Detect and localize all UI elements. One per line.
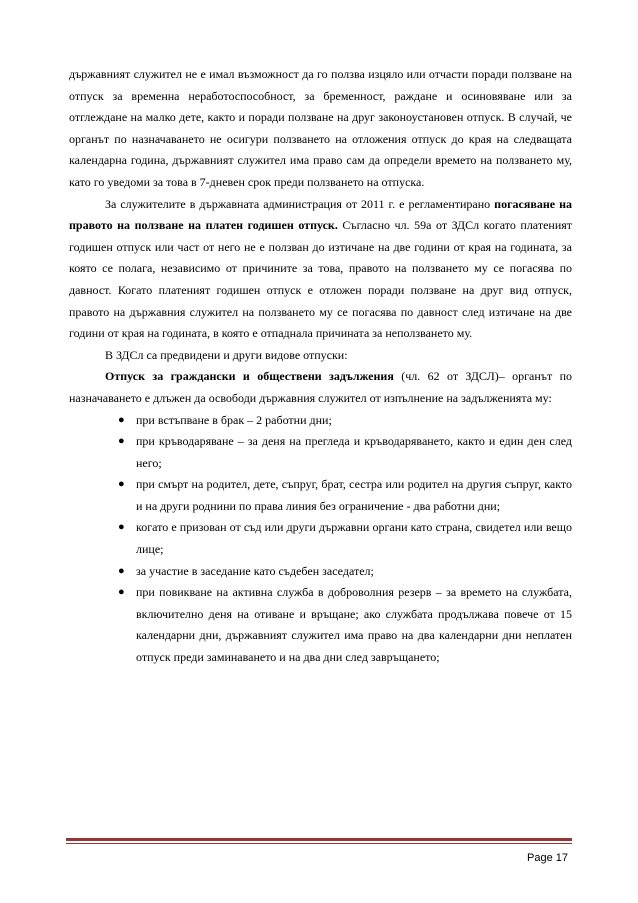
list-item	[118, 561, 572, 583]
bold-term: погасяване на правото на ползване на платен годишен отпуск.	[69, 196, 572, 233]
list-item-text: когато е призован от съд или други държавни органи като страна, свидетел или вещо лице;	[136, 520, 572, 557]
list-item-text: при смърт на родител, дете, съпруг, брат, сестра или родител на другия съпруг, както и на други роднини по права линия без ограничение - два работни дни;	[136, 477, 572, 513]
paragraph-prescription	[69, 194, 572, 345]
page-body	[69, 64, 572, 669]
list-item	[118, 582, 572, 668]
paragraph-continuation: държавният служител не е имал възможност да го ползва изцяло или отчасти поради ползване на отпуск за временна неработоспособност, за бременност, раждане и осиновяване или за отглеждане на малко дете, както и поради ползване на друг законоустановен отпуск. В случай, че органът по назначаването не осигури ползването на отложения отпуск до края на следващата календарна година, държавният служител има право сам да определи времето на ползването му, като го уведоми за това в 7-дневен срок преди ползването на отпуска.	[69, 67, 572, 189]
list-item	[118, 410, 572, 432]
list-item-text: за участие в заседание като съдебен заседател;	[136, 563, 374, 578]
paragraph-civic-duties	[69, 366, 572, 409]
footer-rule	[66, 838, 572, 841]
list-item-text: при повикване на активна служба в доброволния резерв – за времето на службата, включително деня на отиване и връщане; ако службата продължава повече от 15 календарни дни, държавният служител има право на два календарни дни неплатен отпуск преди заминаването и на два дни след завръщането;	[136, 585, 572, 665]
paragraph-text: Съгласно чл. 59а от ЗДСл когато платеният годишен отпуск или част от него не е ползван до изтичане на две години от края на годината, за която се полага, независимо от причините за това, правото на ползването му се погасява по давност. Когато платеният годишен отпуск е отложен поради ползване на друг вид отпуск, правото на държавния служител на ползването му се погасява по давност след изтичане на две години от края на годината, в която е отпаднала причината за неползването му.	[69, 218, 573, 341]
bullet-icon: ●	[118, 413, 125, 426]
bullet-icon: ●	[118, 435, 125, 448]
paragraph-other-leave: В ЗДСл са предвидени и други видове отпуски:	[105, 347, 348, 362]
list-item-text: при встъпване в брак – 2 работни дни;	[136, 412, 332, 427]
bullet-icon: ●	[118, 478, 125, 491]
paragraph-text: (чл. 62 от ЗДСЛ)– органът по назначаването е длъжен да освободи държавния служител от изпълнение на задълженията му:	[69, 369, 573, 405]
bullet-list	[69, 410, 572, 669]
bold-term: Отпуск за граждански и обществени задължения	[105, 369, 394, 384]
paragraph-text: За служителите в държавната администрация от 2011 г. е регламентирано	[105, 196, 495, 211]
list-item	[118, 431, 572, 474]
footer-rule-thin	[66, 843, 572, 844]
bullet-icon: ●	[118, 564, 125, 577]
list-item-text: при кръводаряване – за деня на прегледа и кръводаряването, както и един ден след него;	[136, 434, 572, 470]
page-number: Page 17	[527, 852, 568, 864]
bullet-icon: ●	[118, 521, 125, 534]
bullet-icon: ●	[118, 586, 125, 599]
list-item	[118, 517, 572, 560]
list-item	[118, 474, 572, 517]
